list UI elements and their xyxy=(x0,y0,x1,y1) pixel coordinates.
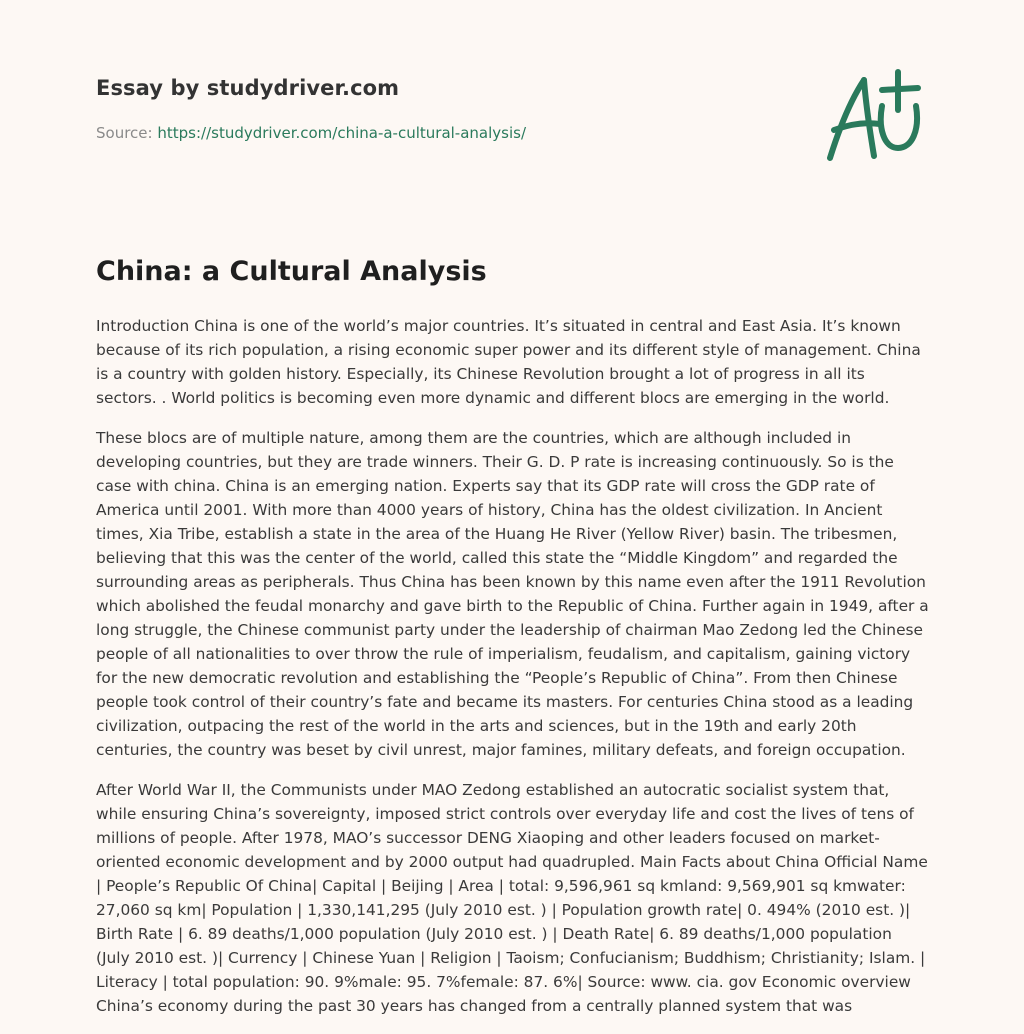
essay-title: China: a Cultural Analysis xyxy=(96,256,487,287)
paragraph: These blocs are of multiple nature, among them are the countries, which are although included in developing countries, but they are trade winners. Their G. D. P rate is increasing continuously. So is the case with china. China is an emerging nation. Experts say that its GDP rate will cross the GDP rate of America until 2001. With more than 4000 years of history, China has the oldest civilization. In Ancient times, Xia Tribe, establish a state in the area of the Huang He River (Yellow River) basin. The tribesmen, believing that this was the center of the world, called this state the “Middle Kingdom” and regarded the surrounding areas as peripherals. Thus China has been known by this name even after the 1911 Revolution which abolished the feudal monarchy and gave birth to the Republic of China. Further again in 1949, after a long struggle, the Chinese communist party under the leadership of chairman Mao Zedong led the Chinese people of all nationalities to over throw the rule of imperialism, feudalism, and capitalism, gaining victory for the new democratic revolution and establishing the “People’s Republic of China”. From then Chinese people took control of their country’s fate and became its masters. For centuries China stood as a leading civilization, outpacing the rest of the world in the arts and sciences, but in the 19th and early 20th centuries, the country was beset by civil unrest, major famines, military defeats, and foreign occupation. xyxy=(96,429,929,759)
essay-body xyxy=(96,314,930,1034)
paragraph: Introduction China is one of the world’s major countries. It’s situated in central and East Asia. It’s known because of its rich population, a rising economic super power and its different style of management. China is a country with golden history. Especially, its Chinese Revolution brought a lot of progress in all its sectors. . World politics is becoming even more dynamic and different blocs are emerging in the world. xyxy=(96,317,921,407)
site-title: Essay by studydriver.com xyxy=(96,76,400,100)
source-line xyxy=(96,124,526,142)
source-link[interactable]: https://studydriver.com/china-a-cultural-analysis/ xyxy=(157,124,527,142)
paragraph: After World War II, the Communists under MAO Zedong established an autocratic socialist system that, while ensuring China’s sovereignty, imposed strict controls over everyday life and cost the lives of tens of millions of people. After 1978, MAO’s successor DENG Xiaoping and other leaders focused on market-oriented economic development and by 2000 output had quadrupled. Main Facts about China Official Name | People’s Republic Of China| Capital | Beijing | Area | total: 9,596,961 sq kmland: 9,569,901 sq kmwater: 27,060 sq km| Population | 1,330,141,295 (July 2010 est. ) | Population growth rate| 0. 494% (2010 est. )| Birth Rate | 6. 89 deaths/1,000 population (July 2010 est. ) | Death Rate| 6. 89 deaths/1,000 population (July 2010 est. )| Currency | Chinese Yuan | Religion | Taoism; Confucianism; Buddhism; Christianity; Islam. | Literacy | total population: 90. 9%male: 95. 7%female: 87. 6%| Source: www. cia. gov Economic overview China’s economy during the past 30 years has changed from a centrally planned system that was xyxy=(96,781,928,1015)
a-plus-logo-icon xyxy=(820,66,930,166)
source-label: Source: xyxy=(96,124,153,142)
